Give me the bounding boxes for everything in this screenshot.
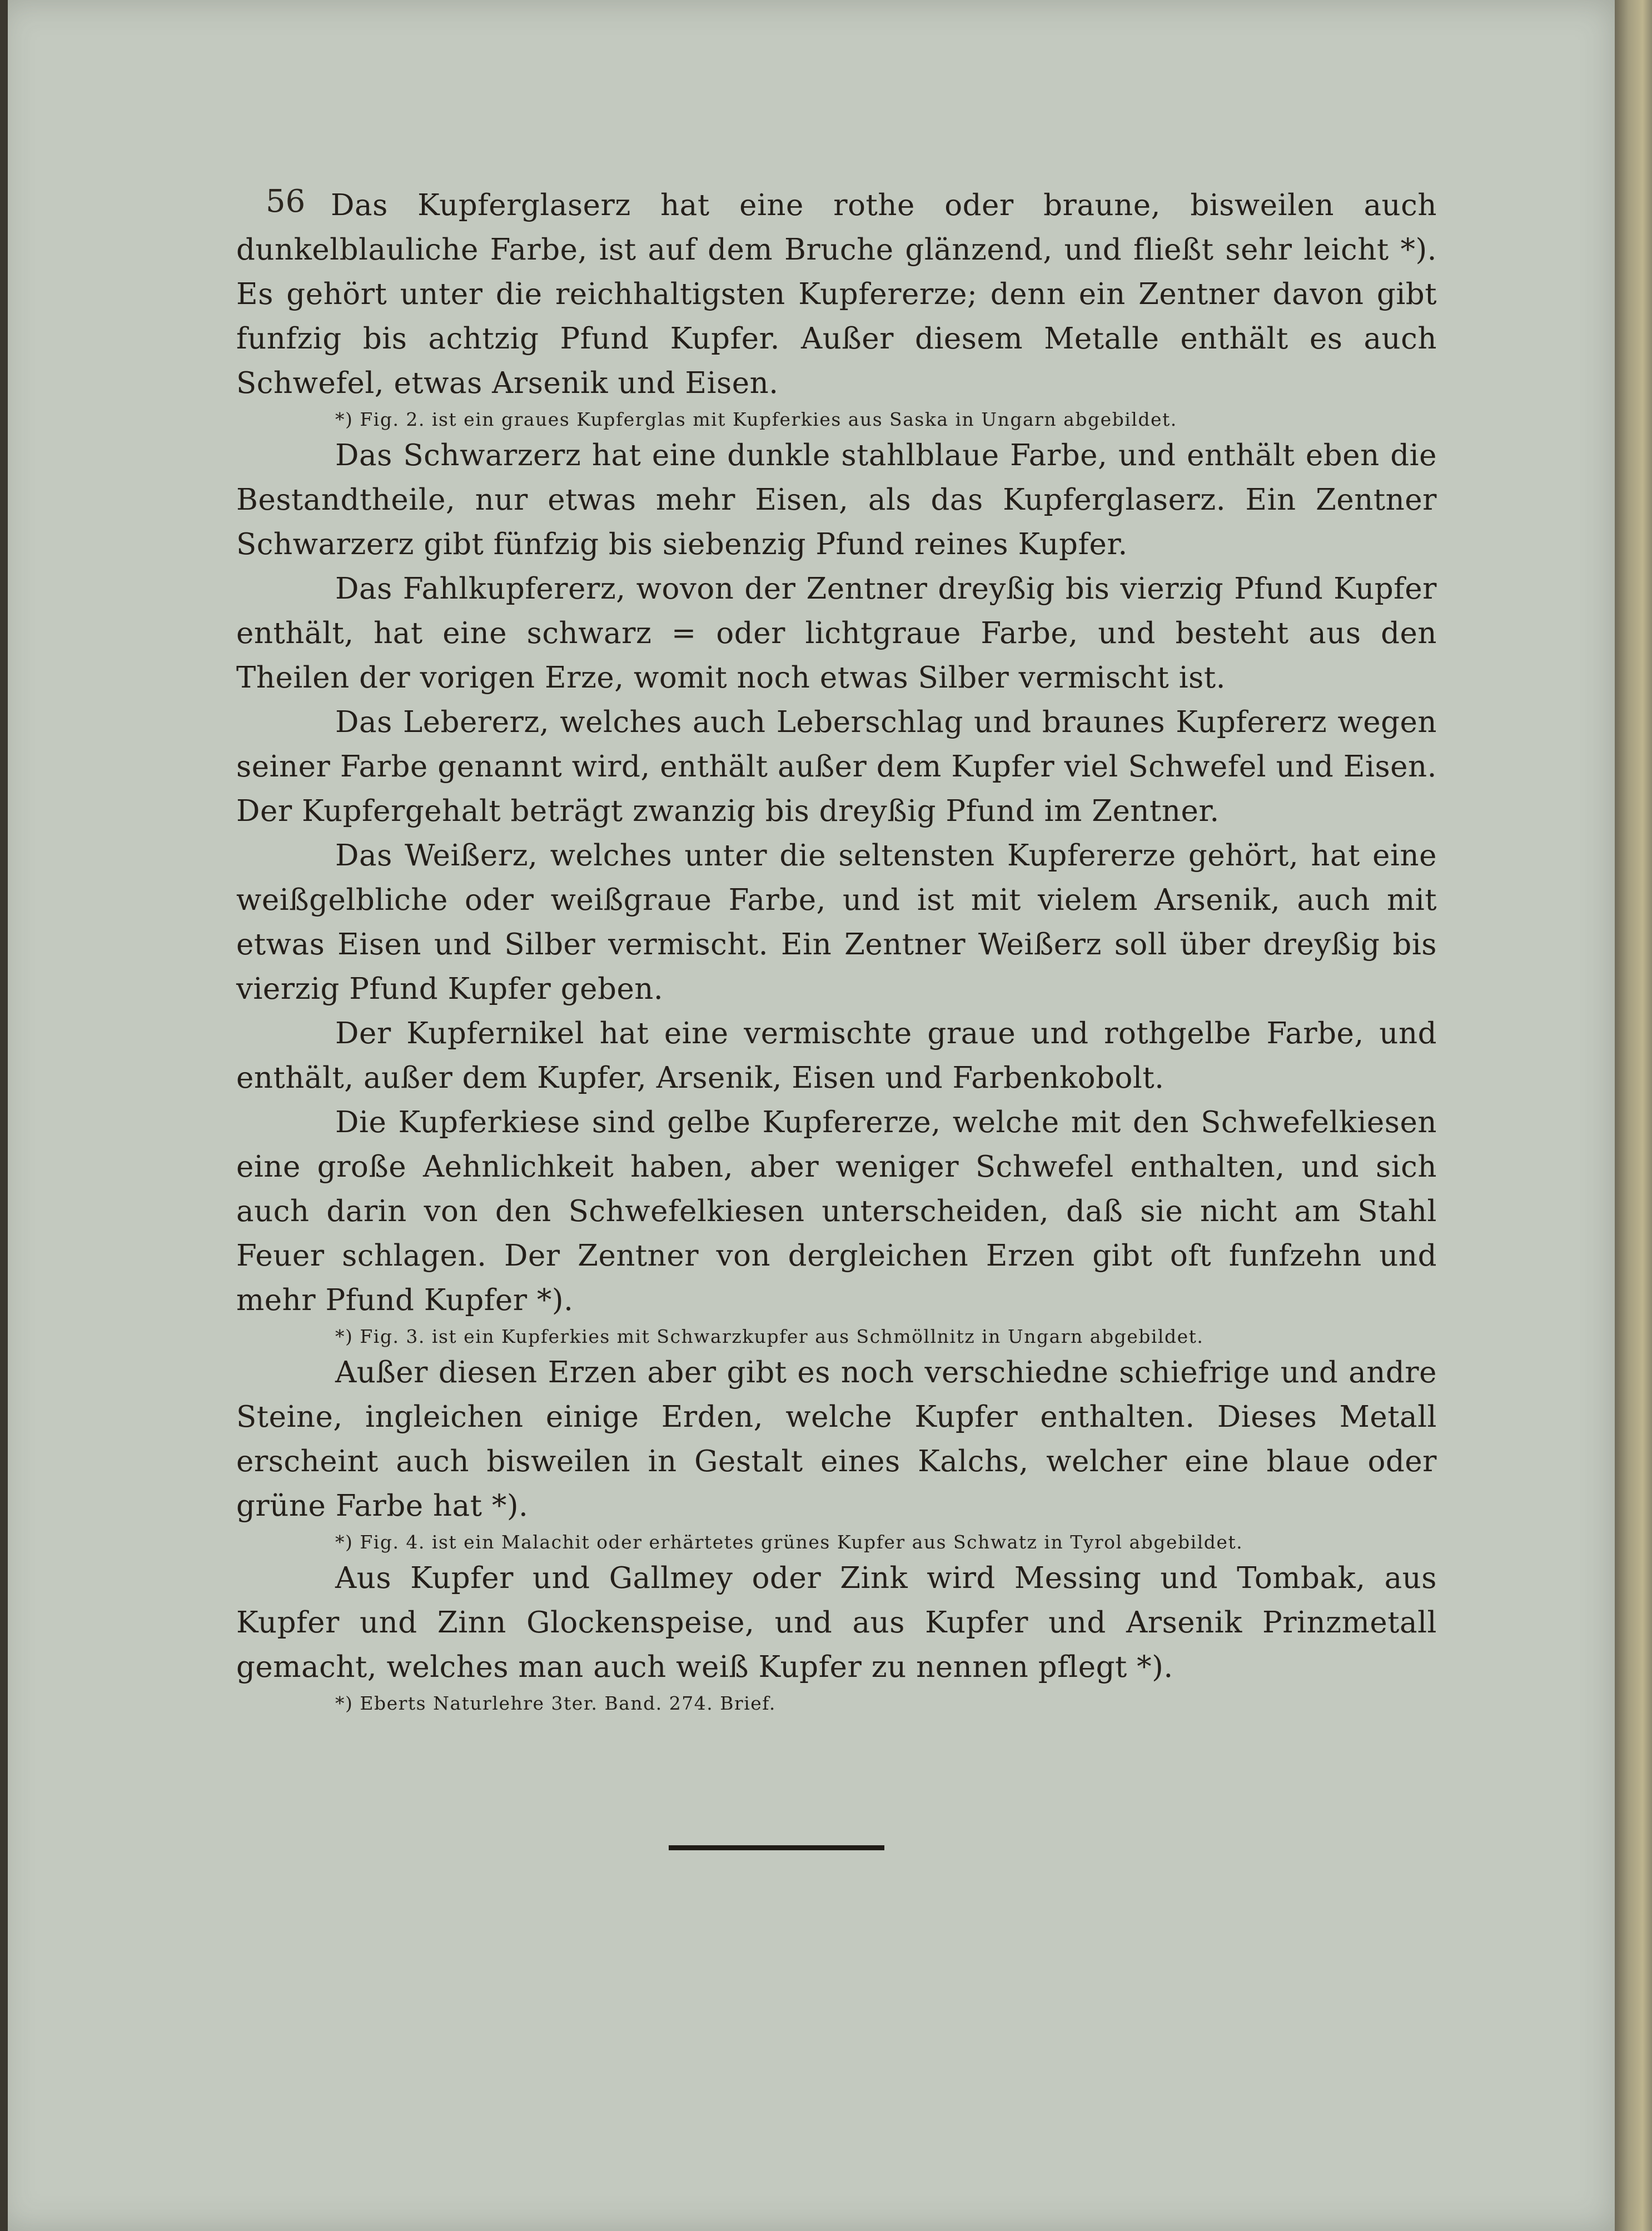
paragraph-weisserz: Das Weißerz, welches unter die seltensten Kupfererze gehört, hat eine weißgelbliche oder weißgraue Farbe, und ist mit vielem Arsenik, auch mit etwas Eisen und Silber vermischt. Ein Zentner Weißerz soll über dreyßig bis vierzig Pfund Kupfer geben. xyxy=(236,839,1437,1006)
paragraph-fahlkupfererz: Das Fahlkupfererz, wovon der Zentner dreyßig bis vierzig Pfund Kupfer enthält, hat eine schwarz = oder lichtgraue Farbe, und besteht aus den Theilen der vorigen Erze, womit noch etwas Silber vermischt ist. xyxy=(236,572,1437,695)
paragraph-kupferglaserz: Das Kupferglaserz hat eine rothe oder braune, bisweilen auch dunkelblauliche Farbe, ist auf dem Bruche glänzend, und fließt sehr leicht *). Es gehört unter die reichhaltigsten Kupfererze; denn ein Zentner davon gibt funfzig bis achtzig Pfund Kupfer. Außer diesem Metalle enthält es auch Schwefel, etwas Arsenik und Eisen. xyxy=(236,188,1437,400)
end-rule xyxy=(669,1845,884,1850)
paragraph-kupferkiese: Die Kupferkiese sind gelbe Kupfererze, welche mit den Schwefelkiesen eine große Aehnlichkeit haben, aber weniger Schwefel enthalten, und sich auch darin von den Schwefelkiesen unterscheiden, daß sie nicht am Stahl Feuer schlagen. Der Zentner von dergleichen Erzen gibt oft funfzehn und mehr Pfund Kupfer *). xyxy=(236,1105,1437,1317)
paragraph-kupfernikel: Der Kupfernikel hat eine vermischte graue und rothgelbe Farbe, und enthält, außer dem Kupfer, Arsenik, Eisen und Farbenkobolt. xyxy=(236,1017,1437,1095)
page-number: 56 xyxy=(266,183,306,220)
paragraph-steine-erden: Außer diesen Erzen aber gibt es noch verschiedne schiefrige und andre Steine, ingleichen einige Erden, welche Kupfer enthalten. Dieses Metall erscheint auch bisweilen in Gestalt eines Kalchs, welcher eine blaue oder grüne Farbe hat *). xyxy=(236,1356,1437,1523)
footnote-fig-4: *) Fig. 4. ist ein Malachit oder erhärtetes grünes Kupfer aus Schwatz in Tyrol abgebildet. xyxy=(335,1531,1243,1553)
footnote-fig-2: *) Fig. 2. ist ein graues Kupferglas mit Kupferkies aus Saska in Ungarn abgebildet. xyxy=(335,409,1177,430)
paragraph-messing: Aus Kupfer und Gallmey oder Zink wird Messing und Tombak, aus Kupfer und Zinn Glockenspeise, und aus Kupfer und Arsenik Prinzmetall gemacht, welches man auch weiß Kupfer zu nennen pflegt *). xyxy=(236,1561,1437,1684)
footnote-fig-3: *) Fig. 3. ist ein Kupferkies mit Schwarzkupfer aus Schmöllnitz in Ungarn abgebildet. xyxy=(335,1326,1204,1347)
page-edge xyxy=(1615,0,1652,2231)
page-text xyxy=(236,183,1437,1717)
paragraph-lebererz: Das Lebererz, welches auch Leberschlag und braunes Kupfererz wegen seiner Farbe genannt wird, enthält außer dem Kupfer viel Schwefel und Eisen. Der Kupfergehalt beträgt zwanzig bis dreyßig Pfund im Zentner. xyxy=(236,705,1437,828)
scan-left-border xyxy=(0,0,8,2231)
footnote-eberts: *) Eberts Naturlehre 3ter. Band. 274. Brief. xyxy=(335,1692,776,1714)
paragraph-schwarzerz: Das Schwarzerz hat eine dunkle stahlblaue Farbe, und enthält eben die Bestandtheile, nur etwas mehr Eisen, als das Kupferglaserz. Ein Zentner Schwarzerz gibt fünfzig bis siebenzig Pfund reines Kupfer. xyxy=(236,439,1437,561)
